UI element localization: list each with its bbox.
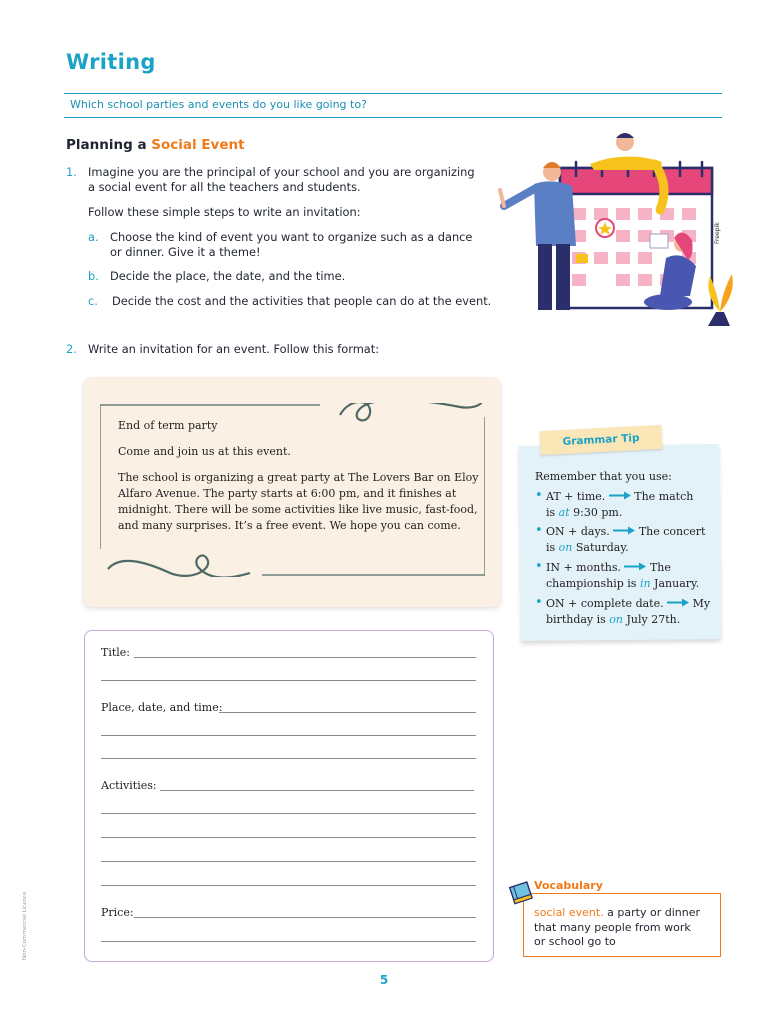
activities-input-line-2[interactable] — [101, 813, 476, 814]
activities-input-line-5[interactable] — [101, 885, 476, 886]
tip-item-1-rule: AT + time. — [546, 490, 606, 503]
step-b-line1: Decide the place, the date, and the time. — [110, 269, 346, 283]
tip-item-3-prep: in — [639, 577, 651, 590]
step-a-line1: Choose the kind of event you want to organize such as a dance — [110, 230, 473, 244]
step-c-letter: c. — [88, 294, 98, 308]
page-title: Writing — [66, 50, 156, 74]
tip-item-2-pre: is — [546, 541, 559, 554]
tip-item-4-pre: birthday is — [546, 613, 610, 626]
arrow-right-icon — [609, 491, 631, 500]
section-title-accent: Social Event — [151, 137, 245, 153]
tip-item-4-line1 — [546, 596, 710, 612]
tip-item-3-line2 — [546, 576, 699, 592]
illustration-credit: Freepik — [714, 222, 721, 244]
bullet-icon: • — [535, 595, 543, 610]
task2-text: Write an invitation for an event. Follow this format: — [88, 342, 380, 356]
invitation-subtitle: Come and join us at this event. — [118, 445, 291, 458]
invitation-title: End of term party — [118, 419, 218, 432]
price-input-line[interactable] — [134, 917, 476, 918]
tip-item-2-prep: on — [558, 541, 573, 554]
vocabulary-definition — [534, 906, 719, 950]
tip-item-3-rest: The — [649, 561, 671, 574]
vocabulary-def-3: or school go to — [534, 935, 616, 948]
vocabulary-title: Vocabulary — [534, 879, 603, 892]
invitation-line-1: The school is organizing a great party at The Lovers Bar on Eloy — [118, 471, 479, 484]
tip-item-2-line2 — [546, 540, 629, 556]
activities-input-line-4[interactable] — [101, 861, 476, 862]
tip-item-1-line1 — [546, 489, 693, 505]
tip-item-4-rest: My — [692, 597, 711, 610]
tip-item-2-post: Saturday. — [572, 541, 629, 554]
invitation-line-4: and many surprises. It’s a free event. We hope you can come. — [118, 519, 461, 532]
step-a-line2: or dinner. Give it a theme! — [110, 245, 261, 259]
place-label: Place, date, and time: — [101, 701, 223, 714]
tip-item-2-rest: The concert — [638, 525, 706, 538]
tip-item-2-line1 — [546, 524, 705, 540]
vocabulary-def-1: a party or dinner — [603, 906, 701, 919]
bullet-icon: • — [535, 523, 543, 538]
grammar-tip-title: Grammar Tip — [562, 431, 640, 449]
section-title-prefix: Planning a — [66, 137, 152, 153]
tip-item-4-prep: on — [609, 613, 624, 626]
grammar-tip-intro: Remember that you use: — [535, 470, 672, 483]
vocabulary-def-2: that many people from work — [534, 920, 691, 934]
calendar-illustration — [490, 126, 740, 326]
arrow-right-icon — [624, 562, 646, 571]
place-input-line-2[interactable] — [101, 735, 476, 736]
task1-number: 1. — [66, 165, 77, 179]
tip-item-4-line2 — [546, 612, 680, 628]
tip-item-3-line1 — [546, 560, 671, 576]
question-text: Which school parties and events do you like going to? — [70, 98, 367, 111]
question-bar — [64, 93, 722, 118]
tip-item-3-pre: championship is — [546, 577, 640, 590]
task1-intro: Follow these simple steps to write an invitation: — [88, 205, 361, 219]
tip-item-4-post: July 27th. — [623, 613, 681, 626]
place-input-line-3[interactable] — [101, 758, 476, 759]
tip-item-3-post: January. — [650, 577, 700, 590]
tip-item-1-prep: at — [558, 506, 570, 519]
step-a-letter: a. — [88, 230, 99, 244]
tip-item-1-line2 — [546, 505, 622, 521]
price-input-line-2[interactable] — [101, 941, 476, 942]
task1-line1: Imagine you are the principal of your school and you are organizing — [88, 165, 475, 179]
activities-input-line-3[interactable] — [101, 837, 476, 838]
tip-item-1-pre: is — [546, 506, 559, 519]
tip-item-1-post: 9:30 pm. — [569, 506, 623, 519]
activities-input-line[interactable] — [160, 790, 474, 791]
book-icon — [508, 880, 536, 906]
title-label: Title: — [101, 646, 131, 659]
licence-note: Non-Commercial Licence — [22, 891, 28, 960]
place-input-line[interactable] — [219, 712, 476, 713]
arrow-right-icon — [613, 526, 635, 535]
tip-item-2-rule: ON + days. — [546, 525, 610, 538]
title-input-line[interactable] — [134, 657, 476, 658]
bullet-icon: • — [535, 559, 543, 574]
task2-number: 2. — [66, 342, 77, 356]
step-b-letter: b. — [88, 269, 99, 283]
price-label: Price: — [101, 906, 134, 919]
section-title — [66, 137, 245, 153]
title-input-line-2[interactable] — [101, 680, 476, 681]
page-number: 5 — [379, 973, 389, 987]
step-c-line1: Decide the cost and the activities that people can do at the event. — [112, 294, 492, 308]
activities-label: Activities: — [101, 779, 157, 792]
invitation-line-2: Alfaro Avenue. The party starts at 6:00 pm, and it finishes at — [118, 487, 457, 500]
task1-line2: a social event for all the teachers and students. — [88, 180, 361, 194]
vocabulary-term: social event. — [534, 906, 604, 919]
invitation-line-3: midnight. There will be some activities like live music, fast-food, — [118, 503, 478, 516]
bullet-icon: • — [535, 488, 543, 503]
tip-item-1-rest: The match — [634, 490, 694, 503]
tip-item-4-rule: ON + complete date. — [546, 597, 664, 610]
tip-item-3-rule: IN + months. — [546, 561, 621, 574]
arrow-right-icon — [667, 598, 689, 607]
